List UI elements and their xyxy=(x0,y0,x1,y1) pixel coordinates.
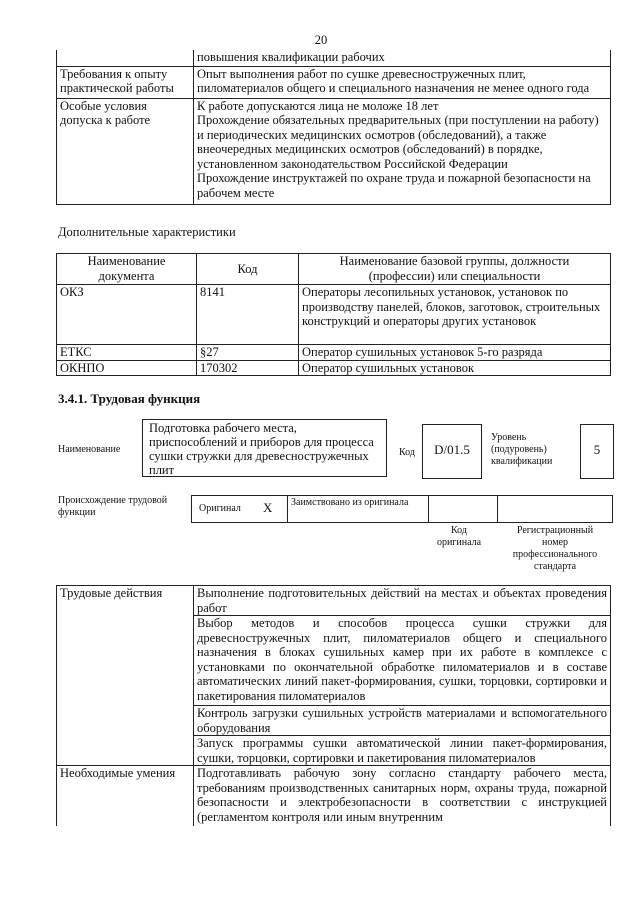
page-number: 20 xyxy=(314,33,328,47)
section-title: 3.4.1. Трудовая функция xyxy=(58,391,201,406)
level-value: 5 xyxy=(593,442,601,457)
characteristics-table xyxy=(56,253,611,376)
level-box xyxy=(580,424,614,479)
action-item: Выполнение подготовительных действий на местах и объектах проведения работ xyxy=(194,586,611,616)
admission-value: К работе допускаются лица не моложе 18 лет Прохождение обязательных предварительных (при поступлении на работу) и периодических медицинских осмотров (обследований), а также внеочередных медицинских осмотров (обследований) в порядке, установленном законодательством Российской Федерации Прохождение инструктажей по охране труда и пожарной безопасности на рабочем месте xyxy=(194,98,611,204)
name-label: Наименование xyxy=(58,444,121,455)
original-label: Оригинал xyxy=(199,503,241,514)
function-name-box xyxy=(142,419,387,477)
function-code-box xyxy=(422,424,482,479)
table-row: ОКЗ 8141 Операторы лесопильных установок, установок по производству панелей, блоков, заготовок, строительных конструкций и операторы других установок xyxy=(57,285,611,345)
requirements-prev-line: повышения квалификации рабочих xyxy=(194,50,611,66)
function-code-value: D/01.5 xyxy=(434,442,470,457)
skills-label: Необходимые умения xyxy=(57,766,194,826)
col-header-document: Наименование документа xyxy=(57,254,197,285)
admission-label: Особые условия допуска к работе xyxy=(57,98,194,204)
table-row: ОКНПО 170302 Оператор сушильных установок xyxy=(57,360,611,376)
level-label: Уровень (подуровень) квалификации xyxy=(491,432,553,467)
action-item: Контроль загрузки сушильных устройств материалами и вспомогательного оборудования xyxy=(194,706,611,736)
additional-heading: Дополнительные характеристики xyxy=(58,225,236,239)
origin-label: Происхождение трудовой функции xyxy=(58,495,168,518)
actions-label: Трудовые действия xyxy=(57,586,194,766)
skill-item: Подготавливать рабочую зону согласно стандарту рабочего места, требованиям производственных санитарных норм, охраны труда, пожарной безопасности и электробезопасности в соответствии с инструкцией (регламентом контроля или иным внутренним xyxy=(194,766,611,826)
requirements-table xyxy=(56,50,611,205)
function-name-value: Подготовка рабочего места, приспособлений и приборов для процесса сушки стружки для древесностружечных плит xyxy=(149,421,374,477)
experience-value: Опыт выполнения работ по сушке древесностружечных плит, пиломатериалов общего и специального назначения не менее одного года xyxy=(194,66,611,98)
borrowed-label: Заимствовано из оригинала xyxy=(291,497,409,508)
action-item: Запуск программы сушки автоматической линии пакет-формирования, сушки, торцовки, сортировки и пакетирования пиломатериалов xyxy=(194,736,611,766)
reg-number-caption: Регистрационный номер профессионального стандарта xyxy=(512,525,598,572)
col-header-group: Наименование базовой группы, должности (профессии) или специальности xyxy=(299,254,611,285)
table-row: ЕТКС §27 Оператор сушильных установок 5-го разряда xyxy=(57,345,611,361)
origin-code-caption: Код оригинала xyxy=(436,525,482,548)
experience-label: Требования к опыту практической работы xyxy=(57,66,194,98)
code-label: Код xyxy=(399,447,415,458)
col-header-code: Код xyxy=(197,254,299,285)
original-mark: X xyxy=(263,500,273,515)
action-item: Выбор методов и способов процесса сушки стружки для древесностружечных плит, пиломатериалов общего и специального назначения в блоках сушильных камер при их работе в комплексе с установками по окончательной обработке пиломатериалов и в составе автоматических линий пакет-формирования, сушки, торцовки, сортировки и пакетирования пиломатериалов xyxy=(194,616,611,706)
actions-table xyxy=(56,585,611,826)
